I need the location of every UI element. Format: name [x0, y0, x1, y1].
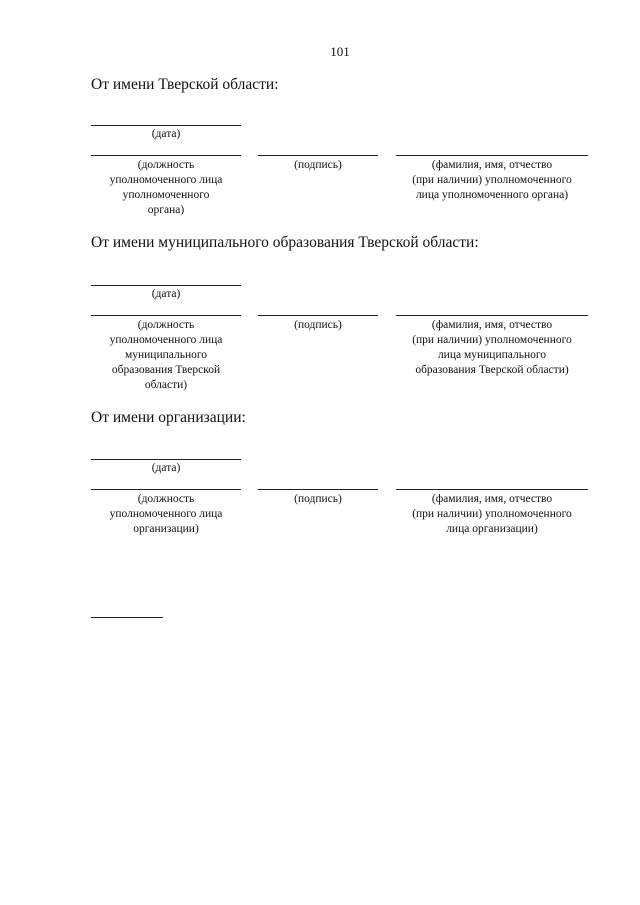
date-line-municipality — [91, 285, 241, 286]
footnote-separator — [91, 617, 163, 618]
date-line-organization — [91, 459, 241, 460]
signature-line-municipality — [258, 315, 378, 316]
date-label-municipality: (дата) — [151, 288, 181, 300]
section-heading-organization: От имени организации: — [91, 409, 246, 426]
section-heading-region: От имени Тверской области: — [91, 76, 279, 93]
signature-label-municipality: (подпись) — [294, 319, 342, 331]
page-number: 101 — [330, 44, 350, 59]
position-line-municipality — [91, 315, 241, 316]
name-caption-municipality: (фамилия, имя, отчество (при наличии) уполномоченного лица муниципального образования Тверской области) — [412, 319, 572, 376]
position-caption-organization: (должность уполномоченного лица организации) — [109, 493, 223, 535]
name-line-municipality — [396, 315, 588, 316]
name-caption-organization: (фамилия, имя, отчество (при наличии) уполномоченного лица организации) — [412, 493, 572, 535]
date-line-region — [91, 125, 241, 126]
position-caption-municipality: (должность уполномоченного лица муниципального образования Тверской области) — [109, 319, 223, 391]
name-line-organization — [396, 489, 588, 490]
name-caption-region: (фамилия, имя, отчество (при наличии) уполномоченного лица уполномоченного органа) — [412, 159, 572, 201]
signature-label-organization: (подпись) — [294, 493, 342, 505]
name-line-region — [396, 155, 588, 156]
date-label-organization: (дата) — [151, 462, 181, 474]
section-heading-municipality: От имени муниципального образования Тверской области: — [91, 234, 479, 251]
date-label-region: (дата) — [151, 128, 181, 140]
signature-line-organization — [258, 489, 378, 490]
signature-label-region: (подпись) — [294, 159, 342, 171]
position-caption-region: (должность уполномоченного лица уполномоченного органа) — [109, 159, 223, 216]
position-line-organization — [91, 489, 241, 490]
signature-line-region — [258, 155, 378, 156]
position-line-region — [91, 155, 241, 156]
